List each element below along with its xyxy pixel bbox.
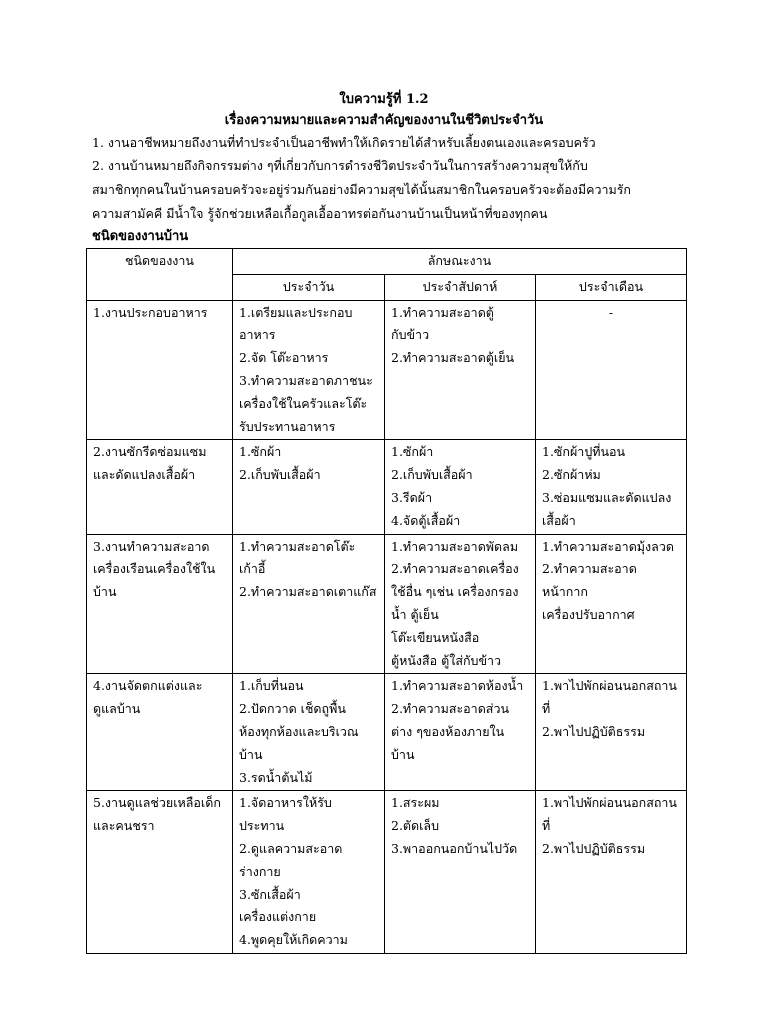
- cell-daily: [233, 791, 385, 954]
- header-monthly: ประจำเดือน: [536, 274, 687, 300]
- cell-text: 1.ทำความสะอาดตู้: [391, 304, 494, 320]
- cell-text: 1.ทำความสะอาดมุ้งลวด: [542, 538, 674, 554]
- cell-text: 2.ปัดกวาด เช็ดถูพื้น: [239, 701, 346, 717]
- cell-text: 3.งานทำความสะอาด: [93, 538, 210, 554]
- cell-text: 2.ทำความสะอาดเครื่อง: [391, 561, 519, 577]
- cell-weekly: [385, 440, 536, 534]
- cell-text: ที่: [542, 818, 551, 834]
- cell-type: [87, 674, 233, 791]
- cell-text: 2.จัด โต๊ะอาหาร: [239, 350, 329, 366]
- cell-text: 1.ซักผ้า: [391, 444, 434, 460]
- cell-monthly: [536, 300, 687, 440]
- paragraph-line: 2. งานบ้านหมายถึงกิจกรรมต่าง ๆที่เกี่ยวกับการดำรงชีวิตประจำวันในการสร้างความสุขให้กับ: [92, 158, 588, 173]
- cell-text: 3.ซักเสื้อผ้า: [239, 886, 301, 902]
- cell-text: 1.ซักผ้า: [239, 444, 282, 460]
- cell-text: 3.พาออกนอกบ้านไปวัด: [391, 840, 518, 856]
- cell-text: 4.จัดตู้เสื้อผ้า: [391, 512, 461, 528]
- cell-weekly: [385, 300, 536, 440]
- cell-text: 4.งานจัดตกแต่งและ: [93, 678, 203, 694]
- cell-text: 1.จัดอาหารให้รับ: [239, 795, 332, 811]
- cell-text: 3.ซ่อมแซมและดัดแปลง: [542, 489, 672, 505]
- cell-text: บ้าน: [391, 746, 415, 762]
- cell-text: ร่างกาย: [239, 863, 281, 879]
- cell-text: 2.ดูแลความสะอาด: [239, 840, 343, 856]
- cell-daily: [233, 674, 385, 791]
- cell-daily: [233, 534, 385, 674]
- cell-text: และดัดแปลงเสื้อผ้า: [93, 467, 196, 483]
- worksheet-number: ใบความรู้ที่ 1.2: [339, 92, 429, 107]
- cell-monthly: [536, 674, 687, 791]
- cell-text: 2.เก็บพับเสื้อผ้า: [391, 467, 473, 483]
- cell-type: [87, 300, 233, 440]
- cell-weekly: [385, 674, 536, 791]
- cell-text: 3.ทำความสะอาดภาชนะ: [239, 372, 373, 388]
- cell-text: เครื่องแต่งกาย: [239, 909, 317, 925]
- cell-text: อาหาร: [239, 327, 276, 343]
- cell-text: 1.พาไปพักผ่อนนอกสถาน: [542, 678, 677, 694]
- cell-text: 2.เก็บพับเสื้อผ้า: [239, 467, 321, 483]
- cell-daily: [233, 300, 385, 440]
- cell-text: 2.พาไปปฏิบัติธรรม: [542, 840, 646, 856]
- table-row: [87, 791, 687, 954]
- cell-text: 2.พาไปปฏิบัติธรรม: [542, 723, 646, 739]
- cell-text: ประทาน: [239, 818, 285, 834]
- cell-text: -: [608, 304, 614, 320]
- cell-text: 2.ทำความสะอาดเตาแก๊ส: [239, 584, 377, 600]
- cell-text: และคนชรา: [93, 818, 155, 834]
- cell-text: รับประทานอาหาร: [239, 418, 336, 434]
- cell-text: 2.ทำความสะอาดส่วน: [391, 701, 510, 717]
- cell-text: 1.ทำความสะอาดห้องน้ำ: [391, 678, 524, 694]
- cell-text: 3.รดน้ำต้นไม้: [239, 769, 313, 785]
- cell-text: 3.รีดผ้า: [391, 489, 433, 505]
- paragraph-line: ความสามัคคี มีน้ำใจ รู้จักช่วยเหลือเกื้อกูลเอื้ออาทรต่อกันงานบ้านเป็นหน้าที่ของทุกคน: [92, 206, 548, 221]
- cell-daily: [233, 440, 385, 534]
- cell-text: 4.พูดคุยให้เกิดความ: [239, 932, 348, 948]
- paragraph-line: สมาชิกทุกคนในบ้านครอบครัวจะอยู่ร่วมกันอย่างมีความสุขได้นั้นสมาชิกในครอบครัวจะต้องมีความรัก: [92, 182, 632, 197]
- cell-monthly: [536, 534, 687, 674]
- cell-type: [87, 791, 233, 954]
- header-daily: ประจำวัน: [233, 274, 385, 300]
- cell-text: 1.สระผม: [391, 795, 440, 811]
- cell-text: ห้องทุกห้องและบริเวณ: [239, 723, 359, 739]
- cell-text: บ้าน: [93, 584, 117, 600]
- document-title: เรื่องความหมายและความสำคัญของงานในชีวิตประจำวัน: [224, 113, 544, 128]
- table-row: [87, 440, 687, 534]
- cell-text: ที่: [542, 701, 551, 717]
- cell-text: ตู้หนังสือ ตู้ใส่กับข้าว: [391, 652, 502, 668]
- table-row: [87, 534, 687, 674]
- cell-text: 5.งานดูแลช่วยเหลือเด็ก: [93, 795, 221, 811]
- cell-type: [87, 440, 233, 534]
- cell-text: เครื่องเรือนเครื่องใช้ใน: [93, 561, 216, 577]
- cell-text: เสื้อผ้า: [542, 512, 576, 528]
- header-type: ชนิดของงาน: [87, 249, 233, 301]
- cell-text: บ้าน: [239, 746, 263, 762]
- cell-monthly: [536, 440, 687, 534]
- cell-text: เครื่องปรับอากาศ: [542, 606, 635, 622]
- cell-monthly: [536, 791, 687, 954]
- table-header-row: [87, 249, 687, 275]
- cell-text: 2.งานซักรีดซ่อมแซม: [93, 444, 207, 460]
- paragraph-line: 1. งานอาชีพหมายถึงงานที่ทำประจำเป็นอาชีพทำให้เกิดรายได้สำหรับเลี้ยงตนเองและครอบครัว: [92, 135, 596, 150]
- cell-text: 2.ทำความสะอาดตู้เย็น: [391, 350, 515, 366]
- header-weekly: ประจำสัปดาห์: [385, 274, 536, 300]
- cell-text: 1.พาไปพักผ่อนนอกสถาน: [542, 795, 677, 811]
- cell-text: เก้าอี้: [239, 561, 266, 577]
- cell-text: น้ำ ตู้เย็น: [391, 606, 439, 622]
- header-characteristics: ลักษณะงาน: [233, 249, 687, 275]
- cell-text: 1.ซักผ้าปูที่นอน: [542, 444, 626, 460]
- cell-text: โต๊ะเขียนหนังสือ: [391, 629, 480, 645]
- cell-text: เครื่องใช้ในครัวและโต๊ะ: [239, 395, 368, 411]
- cell-text: ต่าง ๆของห้องภายใน: [391, 723, 505, 739]
- cell-text: 1.ทำความสะอาดโต๊ะ: [239, 538, 356, 554]
- cell-weekly: [385, 534, 536, 674]
- cell-text: กับข้าว: [391, 327, 430, 343]
- cell-text: 1.ทำความสะอาดพัดลม: [391, 538, 519, 554]
- table-row: [87, 674, 687, 791]
- section-heading: ชนิดของงานบ้าน: [92, 229, 189, 244]
- table-row: [87, 300, 687, 440]
- cell-text: 2.ตัดเล็บ: [391, 818, 440, 834]
- cell-text: 1.เก็บที่นอน: [239, 678, 304, 694]
- cell-text: ดูแลบ้าน: [93, 701, 141, 717]
- cell-text: 1.เตรียมและประกอบ: [239, 304, 353, 320]
- cell-text: 1.งานประกอบอาหาร: [93, 304, 208, 320]
- cell-text: ใช้อื่น ๆเช่น เครื่องกรอง: [391, 584, 519, 600]
- cell-text: 2.ทำความสะอาดหน้ากาก: [542, 561, 637, 600]
- cell-type: [87, 534, 233, 674]
- cell-text: 2.ซักผ้าห่ม: [542, 467, 601, 483]
- cell-weekly: [385, 791, 536, 954]
- housework-table: [86, 248, 687, 954]
